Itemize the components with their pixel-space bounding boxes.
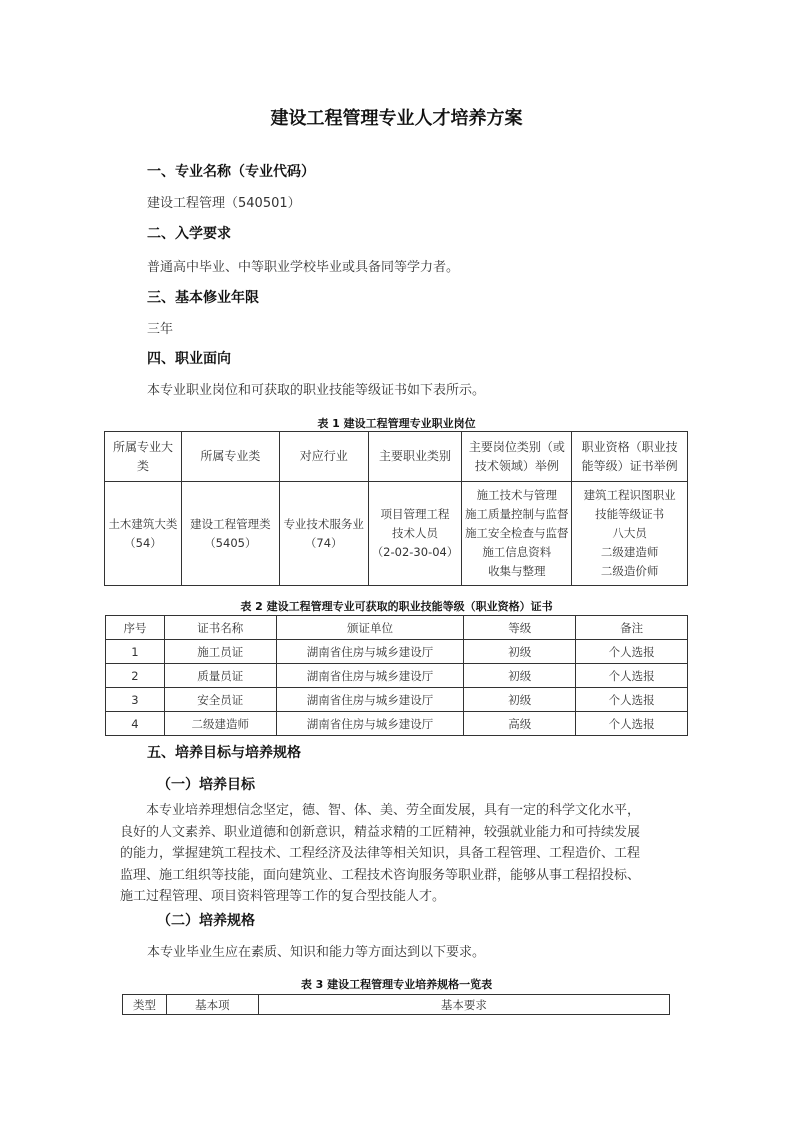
table-1-cell: 建筑工程识图职业 技能等级证书 八大员 二级建造师 二级造价师 <box>572 482 688 586</box>
document-title: 建设工程管理专业人才培养方案 <box>270 108 523 129</box>
section-5-heading: 五、培养目标与培养规格 <box>147 745 301 761</box>
table-2-cell: 个人选报 <box>576 712 688 736</box>
table-2-cell: 3 <box>106 688 165 712</box>
training-goal-paragraph: 本专业培养理想信念坚定，德、智、体、美、劳全面发展，具有一定的科学文化水平， 良好的人文素养、职业道德和创新意识，精益求精的工匠精神，较强就业能力和可持续发展 的能力，掌握建筑工程技术、工程经济及法律等相关知识，具备工程管理、工程造价、工程 监理、施工组织等技能，面向建筑业、工程技术咨询服务等职业群，能够从事工程招投标、 施工过程管理、项目资料管理等工作的复合型技能人才。 <box>120 803 641 904</box>
table-3-header: 基本要求 <box>258 995 669 1015</box>
table-1-cell: 土木建筑大类 （54） <box>105 482 182 586</box>
table-1-cell: 施工技术与管理 施工质量控制与监督 施工安全检查与监督 施工信息资料 收集与整理 <box>462 482 572 586</box>
table-2-header: 备注 <box>576 616 688 640</box>
section-5-1-heading: （一）培养目标 <box>157 777 255 793</box>
table-2-cell: 个人选报 <box>576 664 688 688</box>
table-1-cell: 建设工程管理类 （5405） <box>181 482 279 586</box>
table-2-header: 证书名称 <box>164 616 276 640</box>
table-3-caption: 表 3 建设工程管理专业培养规格一览表 <box>300 978 493 991</box>
table-2-cell: 湖南省住房与城乡建设厅 <box>276 664 464 688</box>
table-1-cell: 专业技术服务业 （74） <box>279 482 368 586</box>
section-1-text: 建设工程管理（540501） <box>147 196 301 211</box>
table-2-header: 序号 <box>106 616 165 640</box>
table-1-header: 主要职业类别 <box>368 432 462 482</box>
section-5-2-heading: （二）培养规格 <box>157 913 255 929</box>
table-2-cell: 个人选报 <box>576 640 688 664</box>
table-2-cell: 湖南省住房与城乡建设厅 <box>276 640 464 664</box>
table-1 <box>104 431 688 586</box>
section-4-text: 本专业职业岗位和可获取的职业技能等级证书如下表所示。 <box>147 383 486 398</box>
table-2-header: 等级 <box>464 616 576 640</box>
table-2-cell: 质量员证 <box>164 664 276 688</box>
table-2-caption: 表 2 建设工程管理专业可获取的职业技能等级（职业资格）证书 <box>240 600 553 613</box>
table-row <box>106 688 688 712</box>
table-1-header-multiline: 职业资格（职业技 能等级）证书举例 <box>572 432 688 482</box>
table-2-cell: 4 <box>106 712 165 736</box>
table-3-header: 基本项 <box>166 995 258 1015</box>
section-4-heading: 四、职业面向 <box>147 351 231 367</box>
table-1-cell: 项目管理工程 技术人员 （2-02-30-04） <box>368 482 462 586</box>
table-2-cell: 安全员证 <box>164 688 276 712</box>
table-2-cell: 高级 <box>464 712 576 736</box>
section-2-heading: 二、入学要求 <box>147 226 231 242</box>
section-1-heading: 一、专业名称（专业代码） <box>147 164 315 180</box>
table-row <box>106 640 688 664</box>
table-1-header: 所属专业类 <box>181 432 279 482</box>
table-3-header: 类型 <box>123 995 167 1015</box>
section-3-heading: 三、基本修业年限 <box>147 290 259 306</box>
section-5-2-text: 本专业毕业生应在素质、知识和能力等方面达到以下要求。 <box>147 945 486 960</box>
table-1-header-multiline: 主要岗位类别（或 技术领域）举例 <box>462 432 572 482</box>
table-2-cell: 施工员证 <box>164 640 276 664</box>
table-2-cell: 湖南省住房与城乡建设厅 <box>276 688 464 712</box>
table-2-cell: 湖南省住房与城乡建设厅 <box>276 712 464 736</box>
table-row <box>106 712 688 736</box>
table-2-cell: 个人选报 <box>576 688 688 712</box>
table-2-cell: 初级 <box>464 640 576 664</box>
section-2-text: 普通高中毕业、中等职业学校毕业或具备同等学力者。 <box>147 260 460 275</box>
table-3 <box>122 994 670 1015</box>
table-1-caption: 表 1 建设工程管理专业职业岗位 <box>317 417 476 430</box>
table-2-cell: 2 <box>106 664 165 688</box>
section-3-text: 三年 <box>147 322 174 337</box>
table-2-header: 颁证单位 <box>276 616 464 640</box>
table-row <box>106 664 688 688</box>
table-2-cell: 初级 <box>464 664 576 688</box>
table-2 <box>105 615 688 736</box>
table-2-cell: 二级建造师 <box>164 712 276 736</box>
table-2-cell: 初级 <box>464 688 576 712</box>
table-2-cell: 1 <box>106 640 165 664</box>
table-1-header: 对应行业 <box>279 432 368 482</box>
table-1-header: 所属专业大类 <box>105 432 182 482</box>
